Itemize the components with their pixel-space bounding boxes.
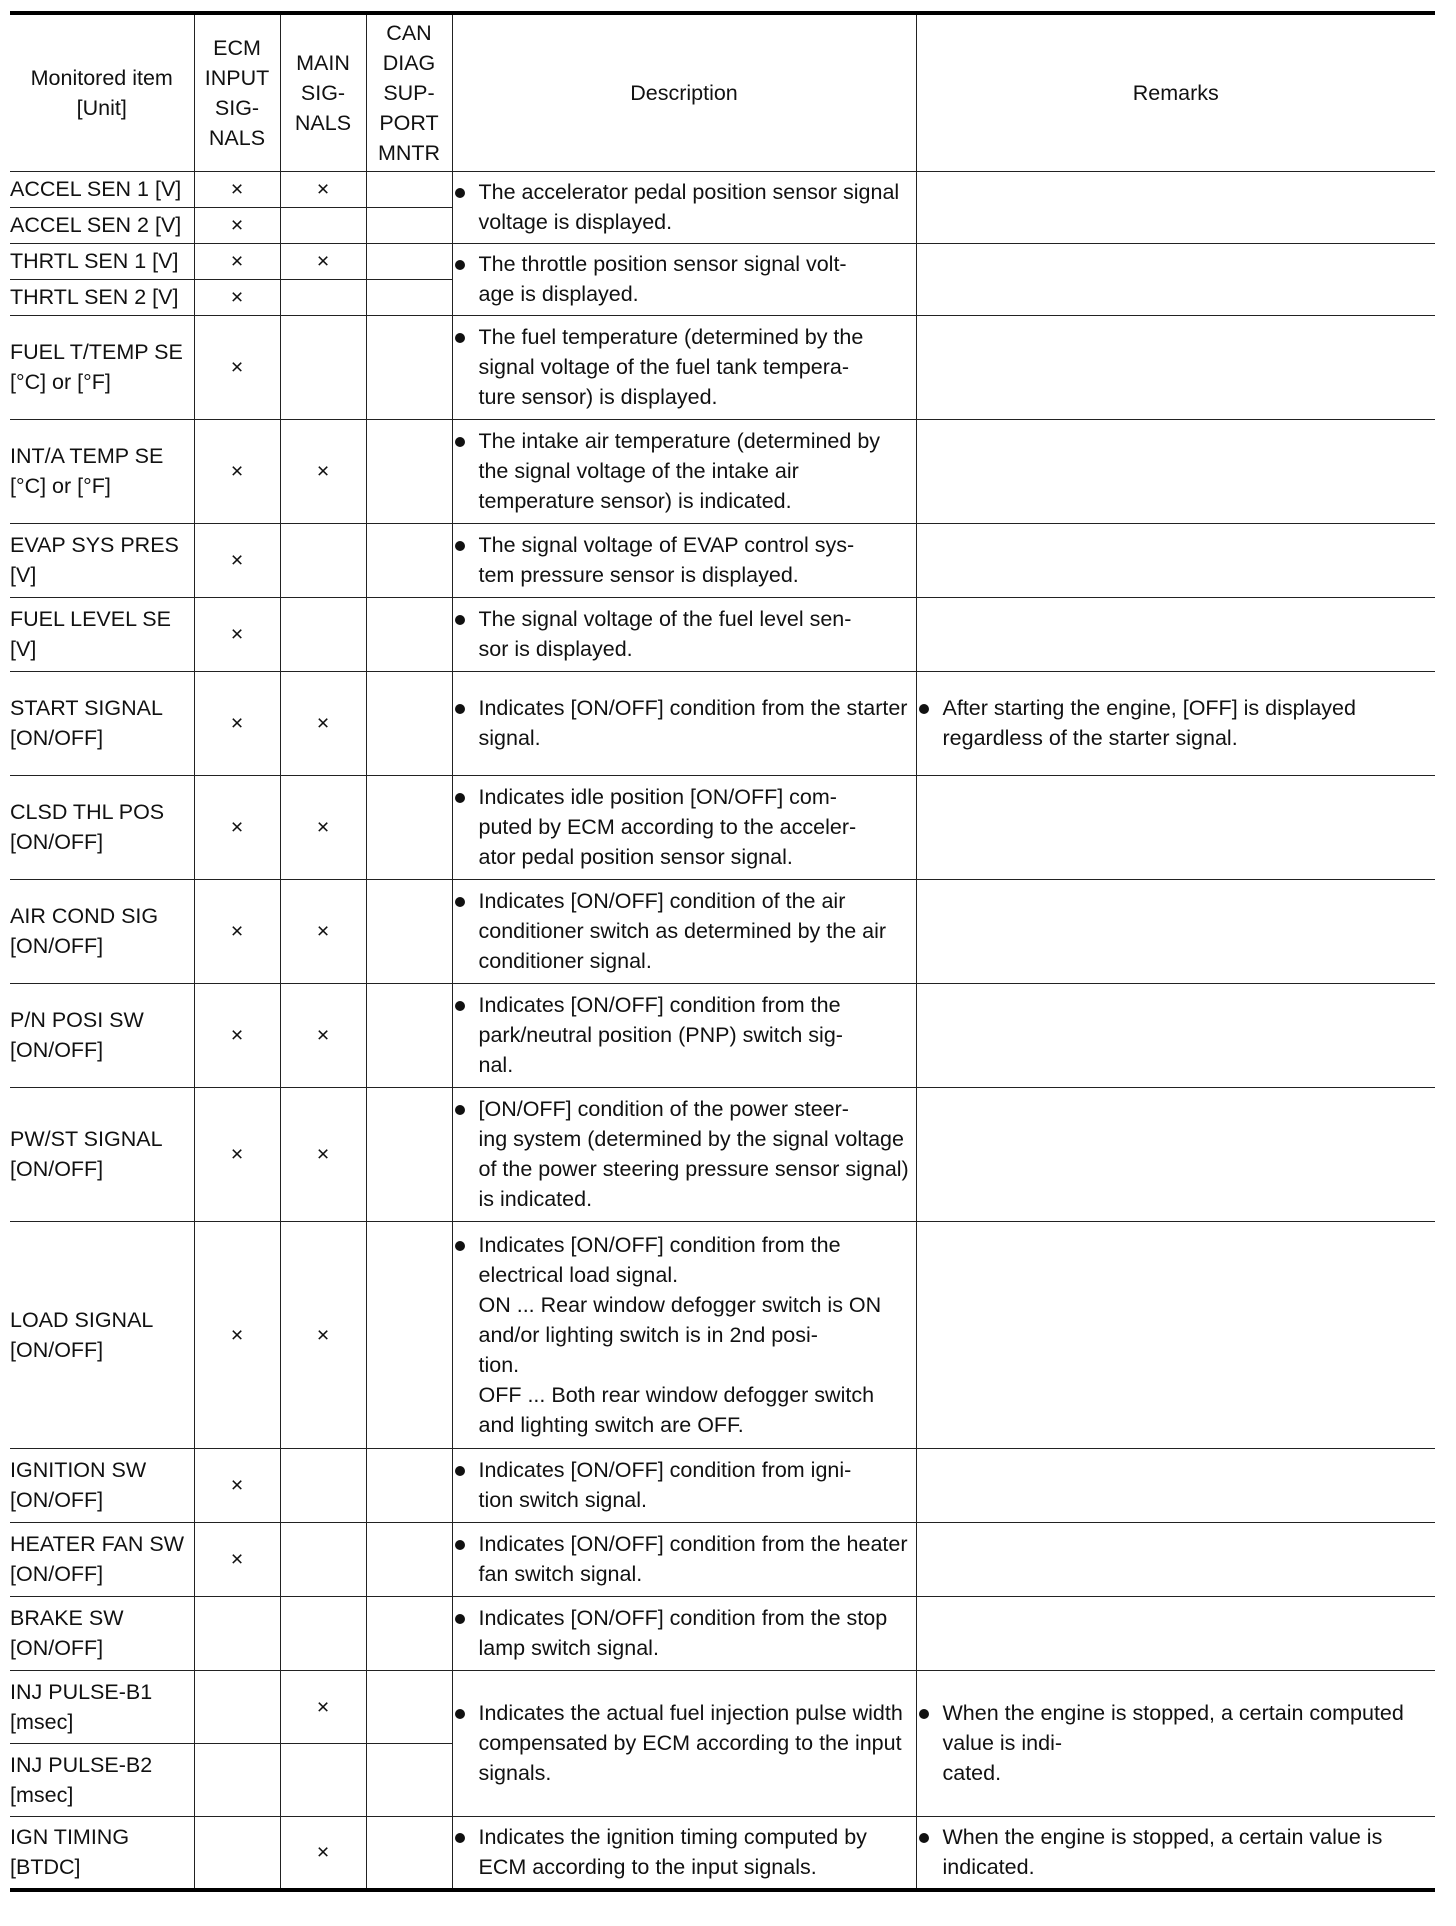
description-cell	[452, 171, 916, 243]
description-cell	[452, 1087, 916, 1221]
main-signal-mark	[280, 315, 366, 419]
can-diag-mark	[366, 1596, 452, 1670]
description-cell	[452, 775, 916, 879]
description-text: Indicates [ON/OFF] condition from igni- tion switch signal.	[453, 1455, 916, 1515]
ecm-input-mark: ×	[194, 983, 280, 1087]
remarks-cell	[916, 1522, 1435, 1596]
table-row	[10, 879, 1435, 983]
monitored-item: LOAD SIGNAL [ON/OFF]	[10, 1221, 194, 1448]
remarks-text: When the engine is stopped, a certain computed value is indi- cated.	[917, 1698, 1436, 1788]
description-text: Indicates [ON/OFF] condition from the electrical load signal. ON ... Rear window defogger switch is ON and/or lighting switch is in 2nd posi- tion. OFF ... Both rear window defogger switch and lighting switch are OFF.	[453, 1230, 916, 1440]
ecm-input-mark	[194, 1743, 280, 1816]
table-row	[10, 671, 1435, 775]
can-diag-mark	[366, 1816, 452, 1890]
monitored-item: EVAP SYS PRES [V]	[10, 523, 194, 597]
remarks-cell	[916, 1221, 1435, 1448]
ecm-input-mark: ×	[194, 1448, 280, 1522]
monitored-item: ACCEL SEN 1 [V]	[10, 171, 194, 207]
table-row	[10, 1596, 1435, 1670]
description-cell	[452, 419, 916, 523]
monitored-item: P/N POSI SW [ON/OFF]	[10, 983, 194, 1087]
remarks-cell	[916, 775, 1435, 879]
remarks-cell	[916, 983, 1435, 1087]
ecm-input-mark: ×	[194, 879, 280, 983]
main-signal-mark	[280, 1448, 366, 1522]
remarks-cell	[916, 523, 1435, 597]
monitor-item-table-container	[10, 11, 1435, 1892]
monitored-item: BRAKE SW [ON/OFF]	[10, 1596, 194, 1670]
monitored-item: START SIGNAL [ON/OFF]	[10, 671, 194, 775]
monitored-item: INT/A TEMP SE [°C] or [°F]	[10, 419, 194, 523]
can-diag-mark	[366, 1522, 452, 1596]
description-cell	[452, 983, 916, 1087]
table-row	[10, 1448, 1435, 1522]
main-signal-mark: ×	[280, 983, 366, 1087]
remarks-cell	[916, 671, 1435, 775]
remarks-cell	[916, 1087, 1435, 1221]
main-signal-mark	[280, 1522, 366, 1596]
ecm-input-mark: ×	[194, 419, 280, 523]
table-row	[10, 983, 1435, 1087]
header-ecm-input-signals: ECM INPUT SIG- NALS	[194, 13, 280, 171]
description-cell	[452, 315, 916, 419]
table-row	[10, 597, 1435, 671]
table-row	[10, 1670, 1435, 1743]
ecm-input-mark	[194, 1596, 280, 1670]
can-diag-mark	[366, 1448, 452, 1522]
monitored-item: FUEL T/TEMP SE [°C] or [°F]	[10, 315, 194, 419]
main-signal-mark: ×	[280, 671, 366, 775]
description-text: The fuel temperature (determined by the signal voltage of the fuel tank tempera- ture sensor) is displayed.	[453, 322, 916, 412]
description-cell	[452, 243, 916, 315]
description-text: The accelerator pedal position sensor signal voltage is displayed.	[453, 177, 916, 237]
main-signal-mark	[280, 523, 366, 597]
monitored-item: IGNITION SW [ON/OFF]	[10, 1448, 194, 1522]
ecm-input-mark: ×	[194, 523, 280, 597]
can-diag-mark	[366, 597, 452, 671]
description-cell	[452, 1221, 916, 1448]
header-remarks: Remarks	[916, 13, 1435, 171]
monitored-item: INJ PULSE-B1 [msec]	[10, 1670, 194, 1743]
header-monitored-item: Monitored item [Unit]	[10, 13, 194, 171]
header-description: Description	[452, 13, 916, 171]
monitored-item: CLSD THL POS [ON/OFF]	[10, 775, 194, 879]
can-diag-mark	[366, 1087, 452, 1221]
can-diag-mark	[366, 879, 452, 983]
description-text: Indicates [ON/OFF] condition from the heater fan switch signal.	[453, 1529, 916, 1589]
description-text: The signal voltage of the fuel level sen- sor is displayed.	[453, 604, 916, 664]
description-cell	[452, 597, 916, 671]
ecm-input-mark: ×	[194, 597, 280, 671]
ecm-input-mark: ×	[194, 1522, 280, 1596]
can-diag-mark	[366, 775, 452, 879]
ecm-input-mark: ×	[194, 279, 280, 315]
ecm-input-mark: ×	[194, 1221, 280, 1448]
monitor-item-table	[10, 11, 1435, 1892]
monitored-item: THRTL SEN 1 [V]	[10, 243, 194, 279]
monitored-item: INJ PULSE-B2 [msec]	[10, 1743, 194, 1816]
table-row	[10, 243, 1435, 279]
monitored-item: PW/ST SIGNAL [ON/OFF]	[10, 1087, 194, 1221]
main-signal-mark: ×	[280, 243, 366, 279]
main-signal-mark	[280, 1596, 366, 1670]
header-row	[10, 13, 1435, 171]
can-diag-mark	[366, 671, 452, 775]
remarks-cell	[916, 419, 1435, 523]
description-text: Indicates the actual fuel injection pulse width compensated by ECM according to the input signals.	[453, 1698, 916, 1788]
main-signal-mark: ×	[280, 775, 366, 879]
remarks-cell	[916, 243, 1435, 315]
monitored-item: THRTL SEN 2 [V]	[10, 279, 194, 315]
monitored-item: FUEL LEVEL SE [V]	[10, 597, 194, 671]
description-text: The intake air temperature (determined by the signal voltage of the intake air temperature sensor) is indicated.	[453, 426, 916, 516]
table-row	[10, 419, 1435, 523]
remarks-text: After starting the engine, [OFF] is displayed regardless of the starter signal.	[917, 693, 1436, 753]
description-cell	[452, 1816, 916, 1890]
can-diag-mark	[366, 419, 452, 523]
description-text: [ON/OFF] condition of the power steer- ing system (determined by the signal voltage of the power steering pressure sensor signal) is indicated.	[453, 1094, 916, 1214]
ecm-input-mark: ×	[194, 243, 280, 279]
main-signal-mark: ×	[280, 419, 366, 523]
ecm-input-mark: ×	[194, 775, 280, 879]
monitored-item: HEATER FAN SW [ON/OFF]	[10, 1522, 194, 1596]
ecm-input-mark: ×	[194, 315, 280, 419]
description-text: Indicates [ON/OFF] condition from the stop lamp switch signal.	[453, 1603, 916, 1663]
description-text: Indicates [ON/OFF] condition from the park/neutral position (PNP) switch sig- nal.	[453, 990, 916, 1080]
main-signal-mark	[280, 597, 366, 671]
ecm-input-mark: ×	[194, 171, 280, 207]
description-cell	[452, 671, 916, 775]
can-diag-mark	[366, 983, 452, 1087]
remarks-cell	[916, 1816, 1435, 1890]
description-text: Indicates [ON/OFF] condition of the air conditioner switch as determined by the air conditioner signal.	[453, 886, 916, 976]
can-diag-mark	[366, 1221, 452, 1448]
table-row	[10, 523, 1435, 597]
remarks-cell	[916, 1448, 1435, 1522]
can-diag-mark	[366, 207, 452, 243]
description-text: Indicates idle position [ON/OFF] com- puted by ECM according to the acceler- ator pedal position sensor signal.	[453, 782, 916, 872]
can-diag-mark	[366, 279, 452, 315]
main-signal-mark: ×	[280, 1816, 366, 1890]
remarks-cell	[916, 315, 1435, 419]
monitored-item: ACCEL SEN 2 [V]	[10, 207, 194, 243]
main-signal-mark: ×	[280, 879, 366, 983]
main-signal-mark	[280, 279, 366, 315]
table-row	[10, 775, 1435, 879]
ecm-input-mark: ×	[194, 671, 280, 775]
description-text: The throttle position sensor signal volt- age is displayed.	[453, 249, 916, 309]
can-diag-mark	[366, 1670, 452, 1743]
main-signal-mark	[280, 1743, 366, 1816]
ecm-input-mark	[194, 1816, 280, 1890]
description-cell	[452, 1670, 916, 1816]
table-row	[10, 1087, 1435, 1221]
remarks-cell	[916, 171, 1435, 243]
table-row	[10, 315, 1435, 419]
can-diag-mark	[366, 315, 452, 419]
table-row	[10, 171, 1435, 207]
main-signal-mark	[280, 207, 366, 243]
monitored-item: AIR COND SIG [ON/OFF]	[10, 879, 194, 983]
remarks-cell	[916, 879, 1435, 983]
table-row	[10, 1221, 1435, 1448]
description-text: The signal voltage of EVAP control sys- tem pressure sensor is displayed.	[453, 530, 916, 590]
ecm-input-mark: ×	[194, 207, 280, 243]
description-cell	[452, 523, 916, 597]
description-text: Indicates [ON/OFF] condition from the starter signal.	[453, 693, 916, 753]
can-diag-mark	[366, 171, 452, 207]
main-signal-mark: ×	[280, 1087, 366, 1221]
remarks-cell	[916, 1596, 1435, 1670]
ecm-input-mark	[194, 1670, 280, 1743]
table-row	[10, 1816, 1435, 1890]
header-main-signals: MAIN SIG- NALS	[280, 13, 366, 171]
remarks-cell	[916, 597, 1435, 671]
can-diag-mark	[366, 1743, 452, 1816]
main-signal-mark: ×	[280, 1221, 366, 1448]
ecm-input-mark: ×	[194, 1087, 280, 1221]
description-cell	[452, 879, 916, 983]
description-cell	[452, 1522, 916, 1596]
description-text: Indicates the ignition timing computed by ECM according to the input signals.	[453, 1822, 916, 1882]
can-diag-mark	[366, 243, 452, 279]
description-cell	[452, 1596, 916, 1670]
table-row	[10, 1522, 1435, 1596]
monitored-item: IGN TIMING [BTDC]	[10, 1816, 194, 1890]
remarks-cell	[916, 1670, 1435, 1816]
header-can-diag-support-mntr: CAN DIAG SUP- PORT MNTR	[366, 13, 452, 171]
main-signal-mark: ×	[280, 171, 366, 207]
remarks-text: When the engine is stopped, a certain value is indicated.	[917, 1822, 1436, 1882]
can-diag-mark	[366, 523, 452, 597]
description-cell	[452, 1448, 916, 1522]
main-signal-mark: ×	[280, 1670, 366, 1743]
